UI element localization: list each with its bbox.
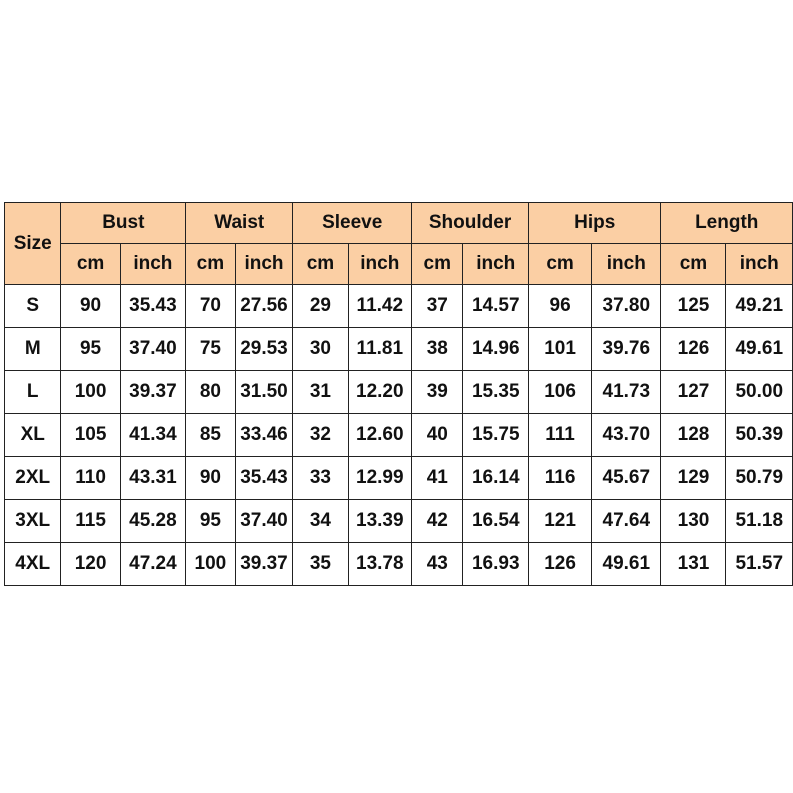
shoulder-cm-cell: 42 bbox=[412, 500, 463, 543]
waist-inch-cell: 33.46 bbox=[235, 414, 293, 457]
sleeve-inch-cell: 11.81 bbox=[348, 328, 412, 371]
size-label-cell: M bbox=[5, 328, 61, 371]
hips-cm-cell: 116 bbox=[529, 457, 592, 500]
hips-inch-cell: 43.70 bbox=[592, 414, 661, 457]
table-row bbox=[5, 500, 793, 543]
unit-header-cm: cm bbox=[412, 244, 463, 285]
unit-header-inch: inch bbox=[592, 244, 661, 285]
bust-cm-cell: 105 bbox=[61, 414, 120, 457]
shoulder-cm-cell: 38 bbox=[412, 328, 463, 371]
length-cm-cell: 131 bbox=[661, 543, 726, 586]
length-cm-cell: 126 bbox=[661, 328, 726, 371]
length-inch-cell: 49.21 bbox=[726, 285, 793, 328]
unit-header-inch: inch bbox=[463, 244, 529, 285]
length-cm-cell: 130 bbox=[661, 500, 726, 543]
bust-inch-cell: 43.31 bbox=[120, 457, 185, 500]
sleeve-inch-cell: 13.39 bbox=[348, 500, 412, 543]
waist-inch-cell: 29.53 bbox=[235, 328, 293, 371]
sleeve-inch-cell: 11.42 bbox=[348, 285, 412, 328]
sleeve-cm-cell: 35 bbox=[293, 543, 348, 586]
shoulder-group-header: Shoulder bbox=[412, 203, 529, 244]
length-inch-cell: 50.00 bbox=[726, 371, 793, 414]
table-row bbox=[5, 414, 793, 457]
length-cm-cell: 129 bbox=[661, 457, 726, 500]
size-label-cell: S bbox=[5, 285, 61, 328]
sleeve-inch-cell: 12.99 bbox=[348, 457, 412, 500]
shoulder-cm-cell: 39 bbox=[412, 371, 463, 414]
unit-header-cm: cm bbox=[293, 244, 348, 285]
sleeve-cm-cell: 29 bbox=[293, 285, 348, 328]
shoulder-cm-cell: 41 bbox=[412, 457, 463, 500]
hips-inch-cell: 49.61 bbox=[592, 543, 661, 586]
sleeve-cm-cell: 34 bbox=[293, 500, 348, 543]
hips-inch-cell: 37.80 bbox=[592, 285, 661, 328]
waist-cm-cell: 70 bbox=[186, 285, 235, 328]
waist-inch-cell: 27.56 bbox=[235, 285, 293, 328]
bust-cm-cell: 110 bbox=[61, 457, 120, 500]
unit-header-inch: inch bbox=[235, 244, 293, 285]
waist-cm-cell: 85 bbox=[186, 414, 235, 457]
sleeve-cm-cell: 32 bbox=[293, 414, 348, 457]
waist-cm-cell: 75 bbox=[186, 328, 235, 371]
hips-cm-cell: 126 bbox=[529, 543, 592, 586]
shoulder-inch-cell: 16.93 bbox=[463, 543, 529, 586]
unit-header-inch: inch bbox=[726, 244, 793, 285]
bust-inch-cell: 41.34 bbox=[120, 414, 185, 457]
header-row-measurements bbox=[5, 203, 793, 244]
size-column-header: Size bbox=[5, 203, 61, 285]
bust-cm-cell: 90 bbox=[61, 285, 120, 328]
shoulder-cm-cell: 43 bbox=[412, 543, 463, 586]
length-cm-cell: 127 bbox=[661, 371, 726, 414]
shoulder-inch-cell: 15.75 bbox=[463, 414, 529, 457]
shoulder-cm-cell: 40 bbox=[412, 414, 463, 457]
hips-inch-cell: 41.73 bbox=[592, 371, 661, 414]
hips-cm-cell: 121 bbox=[529, 500, 592, 543]
length-inch-cell: 49.61 bbox=[726, 328, 793, 371]
shoulder-inch-cell: 14.57 bbox=[463, 285, 529, 328]
hips-group-header: Hips bbox=[529, 203, 661, 244]
bust-cm-cell: 95 bbox=[61, 328, 120, 371]
hips-inch-cell: 45.67 bbox=[592, 457, 661, 500]
shoulder-inch-cell: 15.35 bbox=[463, 371, 529, 414]
table-row bbox=[5, 457, 793, 500]
size-table-body bbox=[5, 285, 793, 586]
header-row-units bbox=[5, 244, 793, 285]
length-inch-cell: 50.39 bbox=[726, 414, 793, 457]
unit-header-cm: cm bbox=[186, 244, 235, 285]
bust-cm-cell: 115 bbox=[61, 500, 120, 543]
size-label-cell: 2XL bbox=[5, 457, 61, 500]
table-row bbox=[5, 543, 793, 586]
waist-inch-cell: 39.37 bbox=[235, 543, 293, 586]
waist-inch-cell: 37.40 bbox=[235, 500, 293, 543]
bust-inch-cell: 37.40 bbox=[120, 328, 185, 371]
size-label-cell: XL bbox=[5, 414, 61, 457]
waist-group-header: Waist bbox=[186, 203, 293, 244]
hips-inch-cell: 39.76 bbox=[592, 328, 661, 371]
table-row bbox=[5, 371, 793, 414]
waist-inch-cell: 35.43 bbox=[235, 457, 293, 500]
table-row bbox=[5, 328, 793, 371]
sleeve-cm-cell: 30 bbox=[293, 328, 348, 371]
length-cm-cell: 128 bbox=[661, 414, 726, 457]
hips-cm-cell: 101 bbox=[529, 328, 592, 371]
hips-inch-cell: 47.64 bbox=[592, 500, 661, 543]
length-group-header: Length bbox=[661, 203, 793, 244]
sleeve-inch-cell: 12.60 bbox=[348, 414, 412, 457]
size-label-cell: 4XL bbox=[5, 543, 61, 586]
shoulder-cm-cell: 37 bbox=[412, 285, 463, 328]
waist-cm-cell: 100 bbox=[186, 543, 235, 586]
unit-header-inch: inch bbox=[348, 244, 412, 285]
length-inch-cell: 51.57 bbox=[726, 543, 793, 586]
waist-cm-cell: 90 bbox=[186, 457, 235, 500]
length-inch-cell: 51.18 bbox=[726, 500, 793, 543]
length-cm-cell: 125 bbox=[661, 285, 726, 328]
bust-cm-cell: 120 bbox=[61, 543, 120, 586]
unit-header-cm: cm bbox=[661, 244, 726, 285]
waist-cm-cell: 80 bbox=[186, 371, 235, 414]
bust-inch-cell: 39.37 bbox=[120, 371, 185, 414]
waist-inch-cell: 31.50 bbox=[235, 371, 293, 414]
bust-group-header: Bust bbox=[61, 203, 186, 244]
unit-header-cm: cm bbox=[529, 244, 592, 285]
table-row bbox=[5, 285, 793, 328]
bust-inch-cell: 45.28 bbox=[120, 500, 185, 543]
shoulder-inch-cell: 16.14 bbox=[463, 457, 529, 500]
sleeve-inch-cell: 12.20 bbox=[348, 371, 412, 414]
length-inch-cell: 50.79 bbox=[726, 457, 793, 500]
shoulder-inch-cell: 16.54 bbox=[463, 500, 529, 543]
sleeve-cm-cell: 31 bbox=[293, 371, 348, 414]
sleeve-cm-cell: 33 bbox=[293, 457, 348, 500]
size-chart-table bbox=[4, 202, 793, 586]
bust-inch-cell: 35.43 bbox=[120, 285, 185, 328]
hips-cm-cell: 111 bbox=[529, 414, 592, 457]
unit-header-inch: inch bbox=[120, 244, 185, 285]
size-label-cell: L bbox=[5, 371, 61, 414]
hips-cm-cell: 106 bbox=[529, 371, 592, 414]
sleeve-group-header: Sleeve bbox=[293, 203, 412, 244]
shoulder-inch-cell: 14.96 bbox=[463, 328, 529, 371]
bust-inch-cell: 47.24 bbox=[120, 543, 185, 586]
size-label-cell: 3XL bbox=[5, 500, 61, 543]
waist-cm-cell: 95 bbox=[186, 500, 235, 543]
bust-cm-cell: 100 bbox=[61, 371, 120, 414]
sleeve-inch-cell: 13.78 bbox=[348, 543, 412, 586]
unit-header-cm: cm bbox=[61, 244, 120, 285]
hips-cm-cell: 96 bbox=[529, 285, 592, 328]
